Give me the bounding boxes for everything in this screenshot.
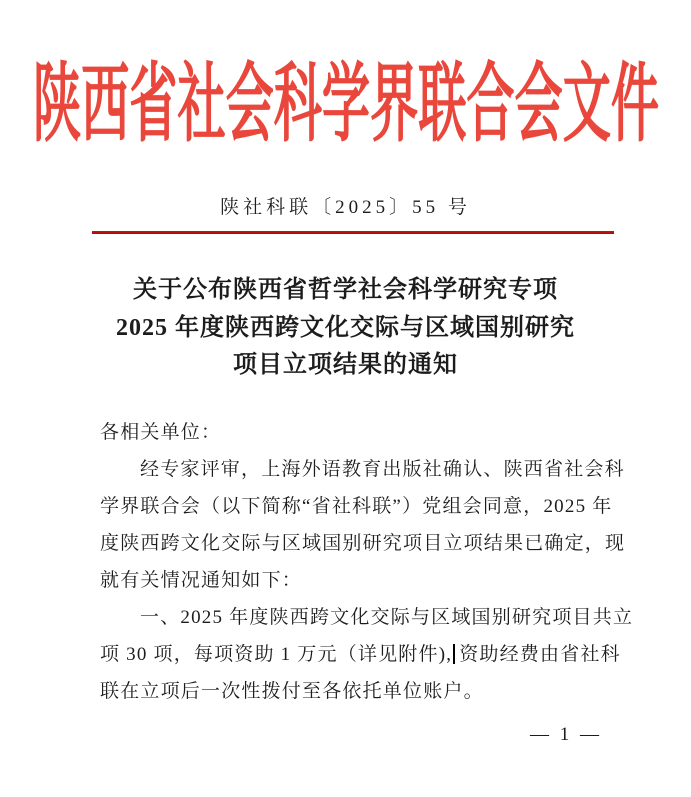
red-masthead	[0, 56, 691, 152]
body-line: 度陕西跨文化交际与区域国别研究项目立项结果已确定，现	[100, 533, 626, 554]
page-number: — 1 —	[530, 724, 602, 745]
notice-title	[0, 272, 691, 385]
notice-title-line-2: 2025 年度陕西跨文化交际与区域国别研究	[116, 314, 575, 341]
body-line	[100, 636, 621, 673]
body-line: 就有关情况通知如下：	[100, 570, 303, 591]
document-number: 陕社科联〔2025〕55 号	[220, 197, 471, 218]
org-title: 陕西省社会科学界联合会文件	[32, 56, 659, 152]
body-line-segment: 项 30 项，每项资助 1 万元（详见附件),	[100, 644, 453, 665]
body-text	[100, 414, 634, 710]
body-line: 经专家评审，上海外语教育出版社确认、陕西省社会科	[140, 459, 625, 480]
salutation: 各相关单位：	[100, 422, 222, 443]
text-cursor[interactable]	[453, 644, 455, 664]
notice-title-line-1: 关于公布陕西省哲学社会科学研究专项	[133, 277, 558, 303]
body-line: 联在立项后一次性拨付至各依托单位账户。	[100, 681, 484, 702]
notice-title-line-3: 项目立项结果的通知	[233, 352, 458, 378]
body-line-segment: 资助经费由省社科	[459, 644, 621, 665]
body-line: 一、2025 年度陕西跨文化交际与区域国别研究项目共立	[140, 607, 634, 628]
body-line: 学界联合会（以下简称“省社科联”）党组会同意，2025 年	[100, 496, 613, 517]
red-separator-line	[92, 231, 614, 234]
